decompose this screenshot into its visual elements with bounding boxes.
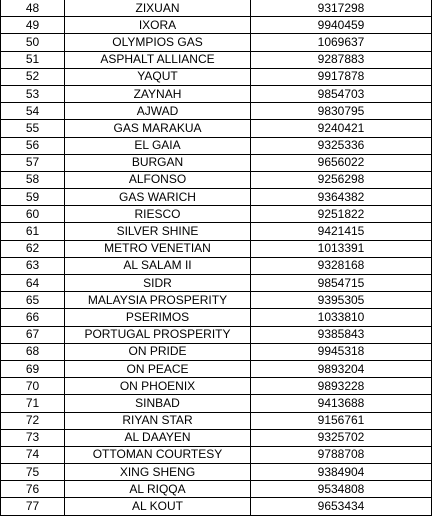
table-row bbox=[1, 257, 432, 274]
imo-number-cell: 9917878 bbox=[251, 68, 432, 85]
imo-number-cell: 9788708 bbox=[251, 446, 432, 463]
table-row bbox=[1, 189, 432, 206]
imo-number-cell: 9325702 bbox=[251, 429, 432, 446]
row-number-cell: 68 bbox=[1, 343, 65, 360]
table-row bbox=[1, 103, 432, 120]
vessel-name-cell: ZAYNAH bbox=[65, 85, 251, 102]
imo-number-cell: 9317298 bbox=[251, 0, 432, 17]
row-number-cell: 74 bbox=[1, 446, 65, 463]
table-row bbox=[1, 34, 432, 51]
vessel-name-cell: SINBAD bbox=[65, 395, 251, 412]
row-number-cell: 53 bbox=[1, 85, 65, 102]
table-row bbox=[1, 51, 432, 68]
vessel-name-cell: RIESCO bbox=[65, 206, 251, 223]
vessel-name-cell: ALFONSO bbox=[65, 171, 251, 188]
imo-number-cell: 9656022 bbox=[251, 154, 432, 171]
imo-number-cell: 9156761 bbox=[251, 412, 432, 429]
table-row bbox=[1, 412, 432, 429]
vessel-name-cell: EL GAIA bbox=[65, 137, 251, 154]
vessel-name-cell: YAQUT bbox=[65, 68, 251, 85]
table-row bbox=[1, 275, 432, 292]
row-number-cell: 73 bbox=[1, 429, 65, 446]
table-row bbox=[1, 481, 432, 498]
vessel-name-cell: ON PEACE bbox=[65, 360, 251, 377]
vessel-name-cell: GAS MARAKUA bbox=[65, 120, 251, 137]
imo-number-cell: 9384904 bbox=[251, 464, 432, 481]
table-row bbox=[1, 120, 432, 137]
imo-number-cell: 1013391 bbox=[251, 240, 432, 257]
row-number-cell: 54 bbox=[1, 103, 65, 120]
vessel-name-cell: ZIXUAN bbox=[65, 0, 251, 17]
imo-number-cell: 1069637 bbox=[251, 34, 432, 51]
imo-number-cell: 9421415 bbox=[251, 223, 432, 240]
row-number-cell: 57 bbox=[1, 154, 65, 171]
row-number-cell: 48 bbox=[1, 0, 65, 17]
table-row bbox=[1, 309, 432, 326]
row-number-cell: 58 bbox=[1, 171, 65, 188]
vessel-name-cell: XING SHENG bbox=[65, 464, 251, 481]
imo-number-cell: 9854703 bbox=[251, 85, 432, 102]
imo-number-cell: 9240421 bbox=[251, 120, 432, 137]
imo-number-cell: 9945318 bbox=[251, 343, 432, 360]
row-number-cell: 51 bbox=[1, 51, 65, 68]
vessel-name-cell: GAS WARICH bbox=[65, 189, 251, 206]
imo-number-cell: 9328168 bbox=[251, 257, 432, 274]
imo-number-cell: 9653434 bbox=[251, 498, 432, 515]
imo-number-cell: 9325336 bbox=[251, 137, 432, 154]
table-row bbox=[1, 240, 432, 257]
vessel-name-cell: SILVER SHINE bbox=[65, 223, 251, 240]
row-number-cell: 77 bbox=[1, 498, 65, 515]
table-row bbox=[1, 223, 432, 240]
row-number-cell: 71 bbox=[1, 395, 65, 412]
table-row bbox=[1, 17, 432, 34]
row-number-cell: 70 bbox=[1, 378, 65, 395]
row-number-cell: 60 bbox=[1, 206, 65, 223]
table-row bbox=[1, 292, 432, 309]
table-row bbox=[1, 0, 432, 17]
imo-number-cell: 9854715 bbox=[251, 275, 432, 292]
imo-number-cell: 9364382 bbox=[251, 189, 432, 206]
table-row bbox=[1, 378, 432, 395]
row-number-cell: 52 bbox=[1, 68, 65, 85]
row-number-cell: 69 bbox=[1, 360, 65, 377]
row-number-cell: 56 bbox=[1, 137, 65, 154]
table-row bbox=[1, 429, 432, 446]
imo-number-cell: 9385843 bbox=[251, 326, 432, 343]
imo-number-cell: 9251822 bbox=[251, 206, 432, 223]
row-number-cell: 63 bbox=[1, 257, 65, 274]
row-number-cell: 72 bbox=[1, 412, 65, 429]
vessel-name-cell: IXORA bbox=[65, 17, 251, 34]
vessel-name-cell: BURGAN bbox=[65, 154, 251, 171]
row-number-cell: 65 bbox=[1, 292, 65, 309]
imo-number-cell: 1033810 bbox=[251, 309, 432, 326]
table-row bbox=[1, 171, 432, 188]
vessel-name-cell: ON PHOENIX bbox=[65, 378, 251, 395]
vessel-name-cell: ASPHALT ALLIANCE bbox=[65, 51, 251, 68]
table-row bbox=[1, 343, 432, 360]
row-number-cell: 76 bbox=[1, 481, 65, 498]
table-row bbox=[1, 464, 432, 481]
imo-number-cell: 9413688 bbox=[251, 395, 432, 412]
table-row bbox=[1, 206, 432, 223]
row-number-cell: 61 bbox=[1, 223, 65, 240]
vessel-name-cell: AL KOUT bbox=[65, 498, 251, 515]
vessel-name-cell: OTTOMAN COURTESY bbox=[65, 446, 251, 463]
vessel-name-cell: PSERIMOS bbox=[65, 309, 251, 326]
row-number-cell: 62 bbox=[1, 240, 65, 257]
vessel-name-cell: AJWAD bbox=[65, 103, 251, 120]
vessel-name-cell: AL RIQQA bbox=[65, 481, 251, 498]
row-number-cell: 49 bbox=[1, 17, 65, 34]
imo-number-cell: 9893204 bbox=[251, 360, 432, 377]
imo-number-cell: 9893228 bbox=[251, 378, 432, 395]
vessel-name-cell: OLYMPIOS GAS bbox=[65, 34, 251, 51]
table-row bbox=[1, 68, 432, 85]
row-number-cell: 66 bbox=[1, 309, 65, 326]
row-number-cell: 59 bbox=[1, 189, 65, 206]
vessel-name-cell: AL DAAYEN bbox=[65, 429, 251, 446]
imo-number-cell: 9256298 bbox=[251, 171, 432, 188]
table-row bbox=[1, 326, 432, 343]
vessel-name-cell: METRO VENETIAN bbox=[65, 240, 251, 257]
table-row bbox=[1, 395, 432, 412]
imo-number-cell: 9534808 bbox=[251, 481, 432, 498]
imo-number-cell: 9830795 bbox=[251, 103, 432, 120]
row-number-cell: 55 bbox=[1, 120, 65, 137]
imo-number-cell: 9940459 bbox=[251, 17, 432, 34]
imo-number-cell: 9287883 bbox=[251, 51, 432, 68]
vessel-name-cell: SIDR bbox=[65, 275, 251, 292]
row-number-cell: 67 bbox=[1, 326, 65, 343]
row-number-cell: 75 bbox=[1, 464, 65, 481]
row-number-cell: 64 bbox=[1, 275, 65, 292]
table-row bbox=[1, 154, 432, 171]
vessel-name-cell: AL SALAM II bbox=[65, 257, 251, 274]
table-row bbox=[1, 446, 432, 463]
imo-number-cell: 9395305 bbox=[251, 292, 432, 309]
table-row bbox=[1, 498, 432, 515]
vessel-name-cell: MALAYSIA PROSPERITY bbox=[65, 292, 251, 309]
table-row bbox=[1, 360, 432, 377]
row-number-cell: 50 bbox=[1, 34, 65, 51]
table-row bbox=[1, 137, 432, 154]
vessel-name-cell: ON PRIDE bbox=[65, 343, 251, 360]
vessel-table-body bbox=[1, 0, 432, 515]
table-row bbox=[1, 85, 432, 102]
vessel-name-cell: PORTUGAL PROSPERITY bbox=[65, 326, 251, 343]
vessel-name-cell: RIYAN STAR bbox=[65, 412, 251, 429]
